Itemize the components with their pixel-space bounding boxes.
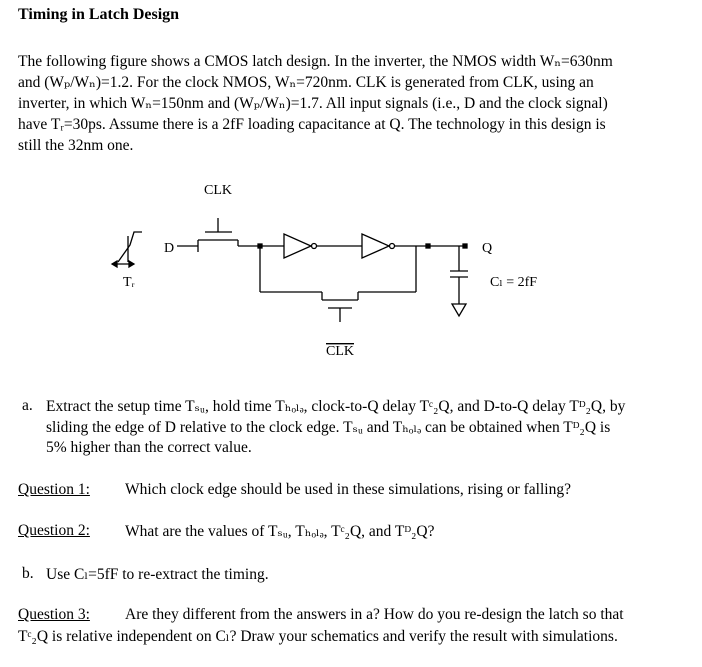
part-a-line-2: sliding the edge of D relative to the clock edge. Tₛᵤ and Tₕₒₗₔ can be obtained when Tᴰ₂Q is bbox=[46, 419, 611, 436]
question-3-line-1: Are they different from the answers in a? How do you re-design the latch so that bbox=[125, 606, 624, 623]
ground-symbol bbox=[452, 304, 466, 316]
question-1-label: Question 1: bbox=[18, 481, 90, 498]
intro-line-4: have Tᵣ=30ps. Assume there is a 2fF loading capacitance at Q. The technology in this design is bbox=[18, 116, 606, 133]
clk-bottom-label: CLK bbox=[326, 344, 354, 359]
latch-schematic bbox=[0, 170, 702, 370]
part-a-line-3: 5% higher than the correct value. bbox=[46, 439, 252, 456]
intro-line-2: and (Wₚ/Wₙ)=1.2. For the clock NMOS, Wₙ=720nm. CLK is generated from CLK, using an bbox=[18, 74, 594, 91]
question-3-label: Question 3: bbox=[18, 606, 90, 623]
clk-top-label: CLK bbox=[204, 183, 232, 198]
part-b-marker: b. bbox=[22, 565, 34, 582]
intro-paragraph bbox=[18, 51, 668, 156]
question-3-line-2: Tᶜ₂Q is relative independent on Cₗ? Draw your schematics and verify the result with simulations. bbox=[18, 628, 618, 645]
page-title: Timing in Latch Design bbox=[18, 6, 180, 23]
input-ramp-waveform bbox=[118, 232, 142, 262]
tr-label: Tᵣ bbox=[123, 275, 135, 290]
q-label: Q bbox=[482, 241, 493, 256]
cl-label: Cₗ = 2fF bbox=[490, 275, 538, 290]
question-1-text: Which clock edge should be used in these simulations, rising or falling? bbox=[125, 481, 571, 498]
intro-line-3: inverter, in which Wₙ=150nm and (Wₚ/Wₙ)=1.7. All input signals (i.e., D and the clock signal) bbox=[18, 95, 608, 112]
part-a-line-1: Extract the setup time Tₛᵤ, hold time Tₕₒₗₔ, clock-to-Q delay Tᶜ₂Q, and D-to-Q delay Tᴰ₂Q, by bbox=[46, 398, 626, 415]
inverter-2 bbox=[362, 234, 389, 258]
question-2-text: What are the values of Tₛᵤ, Tₕₒₗₔ, Tᶜ₂Q, and Tᴰ₂Q? bbox=[125, 523, 435, 540]
question-2-label: Question 2: bbox=[18, 522, 90, 539]
part-b-text: Use Cₗ=5fF to re-extract the timing. bbox=[46, 566, 269, 583]
d-label: D bbox=[164, 241, 175, 256]
inverter-1 bbox=[284, 234, 311, 258]
intro-line-1: The following figure shows a CMOS latch design. In the inverter, the NMOS width Wₙ=630nm bbox=[18, 53, 613, 70]
intro-line-5: still the 32nm one. bbox=[18, 137, 134, 154]
part-a-marker: a. bbox=[22, 397, 33, 414]
